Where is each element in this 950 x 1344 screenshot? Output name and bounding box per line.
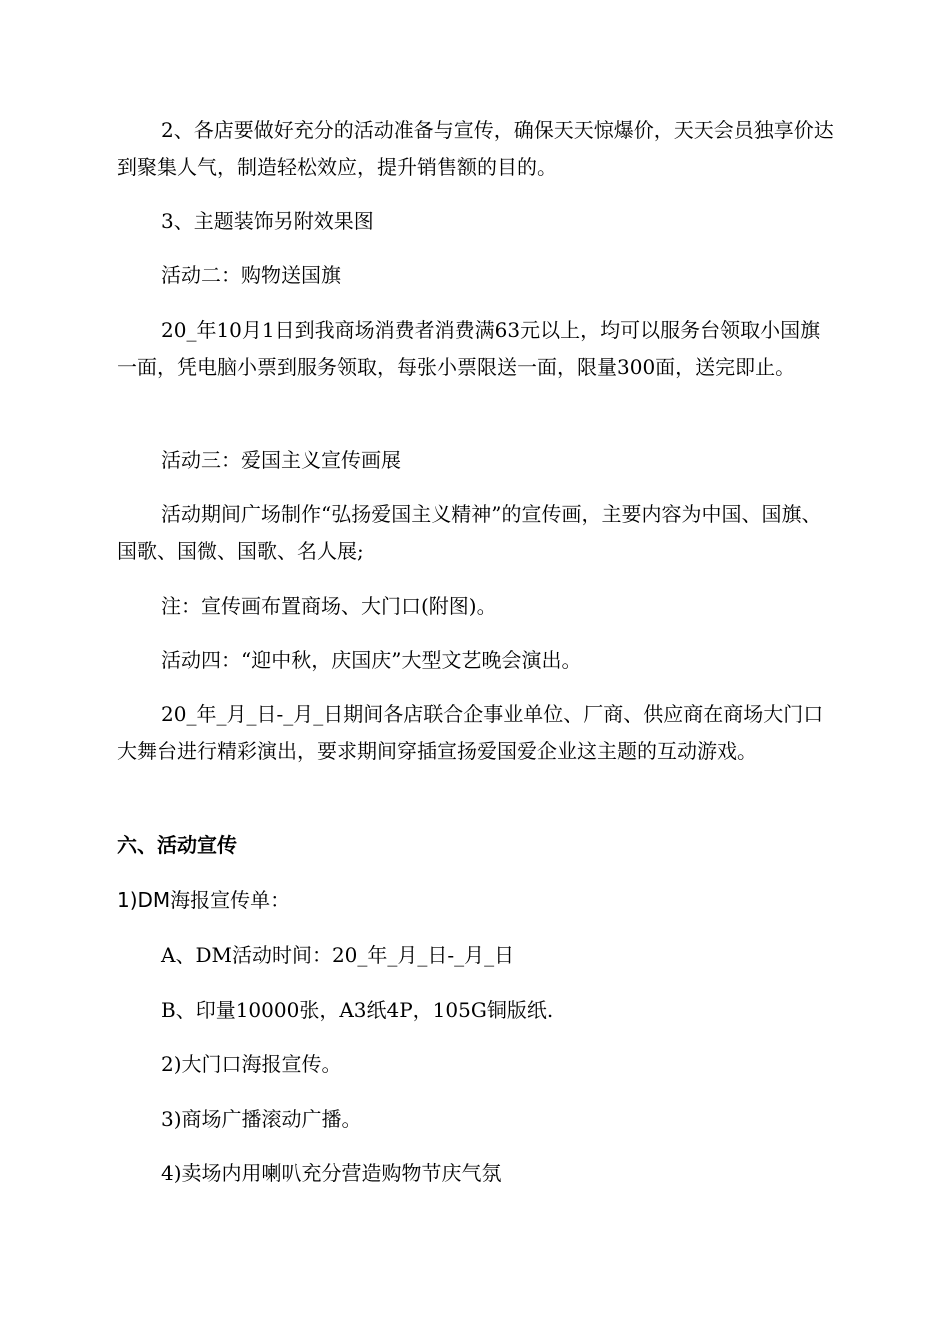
section-heading-promotion: 六、活动宣传 bbox=[117, 833, 237, 857]
list-item-print-volume: B、印量10000张，A3纸4P，105G铜版纸. bbox=[161, 998, 554, 1022]
paragraph-note: 注：宣传画布置商场、大门口(附图)。 bbox=[161, 594, 497, 618]
list-item-gate-poster: 2)大门口海报宣传。 bbox=[161, 1052, 342, 1076]
subheading-dm-flyer: 1)DM海报宣传单： bbox=[117, 888, 291, 912]
list-item-speaker: 4)卖场内用喇叭充分营造购物节庆气氛 bbox=[161, 1161, 502, 1185]
activity-three-title: 活动三：爱国主义宣传画展 bbox=[161, 448, 401, 472]
activity-two-title: 活动二：购物送国旗 bbox=[161, 263, 341, 287]
paragraph-flag-gift: 20_年10月1日到我商场消费者消费满63元以上，均可以服务台领取小国旗一面，凭电脑小票到服务领取，每张小票限送一面，限量300面，送完即止。 bbox=[117, 318, 821, 379]
list-item-broadcast: 3)商场广播滚动广播。 bbox=[161, 1107, 362, 1131]
activity-four-title: 活动四：“迎中秋，庆国庆”大型文艺晚会演出。 bbox=[161, 648, 582, 672]
paragraph-poster-exhibit: 活动期间广场制作“弘扬爱国主义精神”的宣传画，主要内容为中国、国旗、国歌、国微、国歌、名人展; bbox=[117, 502, 822, 563]
paragraph-decoration: 3、主题装饰另附效果图 bbox=[161, 209, 374, 233]
paragraph-performance: 20_年_月_日-_月_日期间各店联合企事业单位、厂商、供应商在商场大门口大舞台进行精彩演出，要求期间穿插宣扬爱国爱企业这主题的互动游戏。 bbox=[117, 702, 824, 763]
paragraph-preparation: 2、各店要做好充分的活动准备与宣传，确保天天惊爆价，天天会员独享价达到聚集人气，制造轻松效应，提升销售额的目的。 bbox=[117, 118, 834, 179]
list-item-dm-time: A、DM活动时间：20_年_月_日-_月_日 bbox=[161, 943, 515, 967]
